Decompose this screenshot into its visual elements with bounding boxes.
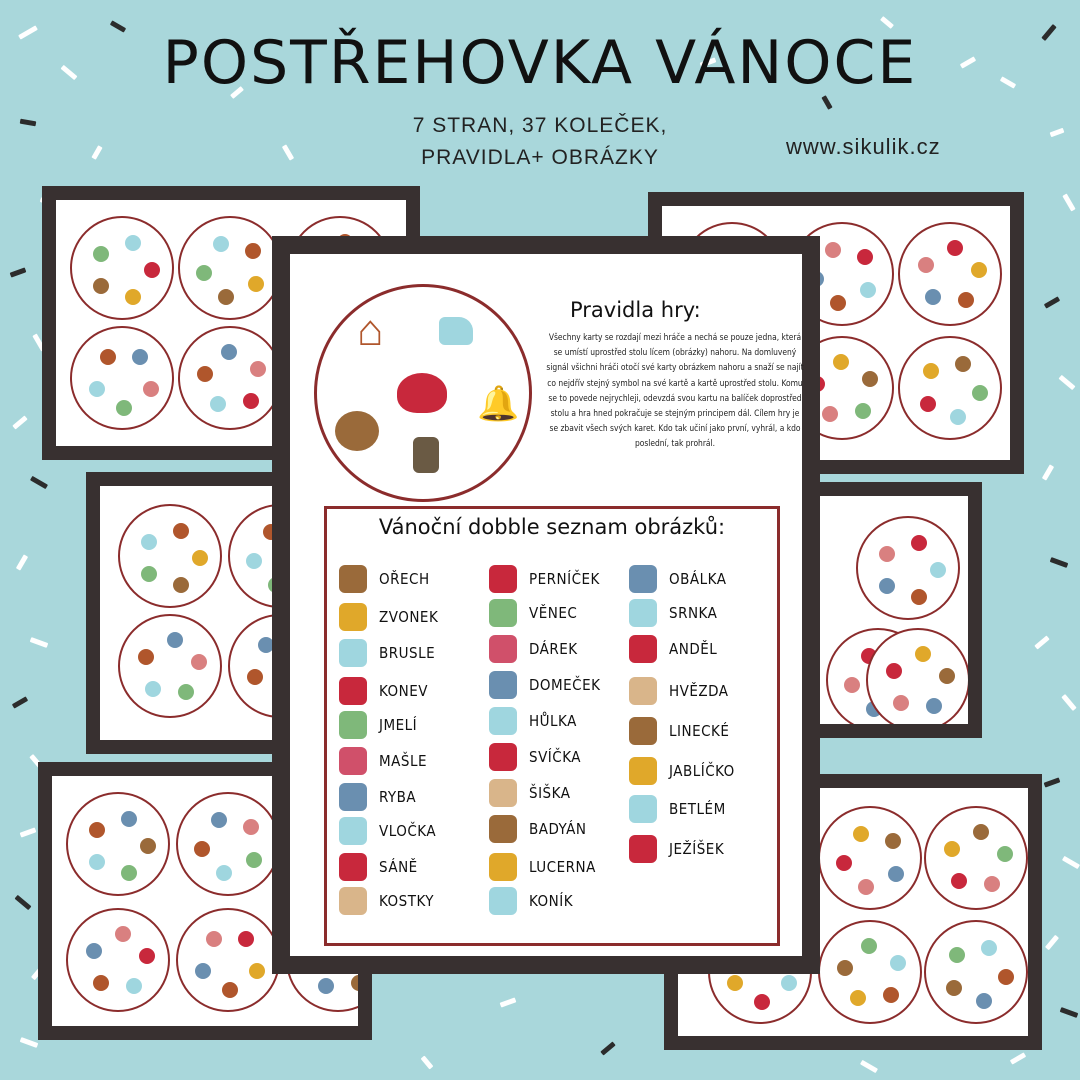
card-disc (178, 216, 282, 320)
picture-icon (489, 815, 517, 843)
picture-icon (339, 887, 367, 915)
card-symbol (855, 403, 871, 419)
picture-list-item (489, 565, 600, 593)
picture-label: BADYÁN (529, 820, 587, 838)
picture-label: ANDĚL (669, 640, 718, 658)
card-symbol (100, 349, 116, 365)
picture-list-item (629, 635, 717, 663)
card-symbol (145, 681, 161, 697)
card-disc (176, 792, 280, 896)
confetti-piece (1010, 1052, 1026, 1064)
card-symbol (246, 852, 262, 868)
card-symbol (213, 236, 229, 252)
card-symbol (911, 535, 927, 551)
card-symbol (115, 926, 131, 942)
picture-icon (339, 677, 367, 705)
picture-list-item (629, 677, 729, 705)
card-symbol (141, 534, 157, 550)
card-symbol (89, 854, 105, 870)
picture-label: ŠIŠKA (529, 784, 571, 802)
card-disc (178, 326, 282, 430)
picture-label: MAŠLE (379, 752, 427, 770)
subtitle (340, 110, 740, 174)
picture-icon (629, 757, 657, 785)
picture-list-item (629, 599, 717, 627)
picture-icon (629, 599, 657, 627)
card-symbol (883, 987, 899, 1003)
picture-icon (339, 783, 367, 811)
card-disc (898, 336, 1002, 440)
card-symbol (243, 819, 259, 835)
card-symbol (210, 396, 226, 412)
card-symbol (915, 646, 931, 662)
picture-icon (489, 743, 517, 771)
sample-card-disc (314, 284, 532, 502)
card-symbol (121, 865, 137, 881)
card-symbol (143, 381, 159, 397)
card-symbol (243, 393, 259, 409)
card-symbol (173, 577, 189, 593)
card-symbol (86, 943, 102, 959)
card-symbol (89, 381, 105, 397)
picture-label: HŮLKA (529, 712, 577, 730)
subtitle-line-1: 7 STRAN, 37 KOLEČEK, (412, 114, 668, 137)
card-symbol (972, 385, 988, 401)
card-symbol (144, 262, 160, 278)
card-disc (818, 920, 922, 1024)
card-symbol (976, 993, 992, 1009)
picture-icon (629, 677, 657, 705)
card-symbol (853, 826, 869, 842)
rules-text: Všechny karty se rozdají mezi hráče a nechá se pouze jedna, která se umístí uprostřed stolu lícem (obrázky) nahoru. Na domluvený signál všichni hráči otočí své karty obrázkem nahoru a snaží se najít co nejdřív stejný symbol na své kartě a kartě uprostřed stolu. Komu se to povede nejrychleji, odevzdá svou kartu na balíček doprostřed stolu a hra hned pokračuje se stejným principem dál. Cílem hry je se zbavit všech svých karet. Kdo tak učiní jako první, vyhrál, a kdo poslední, tak prohrál. (546, 332, 804, 449)
card-symbol (727, 975, 743, 991)
picture-label: JABLÍČKO (669, 762, 735, 780)
picture-list-item (629, 835, 724, 863)
card-sheet-left-2 (86, 472, 292, 754)
picture-label: KONEV (379, 682, 428, 700)
picture-icon (629, 835, 657, 863)
picture-list-item (629, 717, 729, 745)
card-symbol (930, 562, 946, 578)
page-title: POSTŘEHOVKA VÁNOCE (162, 28, 918, 98)
card-symbol (925, 289, 941, 305)
card-symbol (167, 632, 183, 648)
card-symbol (139, 948, 155, 964)
picture-list-item (489, 635, 578, 663)
card-symbol (858, 879, 874, 895)
picture-label: HVĚZDA (669, 682, 729, 700)
picture-label: OŘECH (379, 570, 430, 588)
picture-list-item (339, 565, 430, 593)
card-symbol (245, 243, 261, 259)
confetti-piece (1042, 464, 1054, 480)
card-symbol (893, 695, 909, 711)
card-symbol (971, 262, 987, 278)
picture-label: KOSTKY (379, 892, 435, 910)
card-symbol (216, 865, 232, 881)
picture-icon (339, 817, 367, 845)
card-symbol (250, 361, 266, 377)
card-symbol (890, 955, 906, 971)
picture-icon (489, 565, 517, 593)
card-symbol (879, 578, 895, 594)
card-symbol (351, 975, 358, 991)
rules-title: Pravidla hry: (570, 298, 701, 322)
picture-label: OBÁLKA (669, 570, 727, 588)
card-symbol (885, 833, 901, 849)
confetti-piece (1062, 193, 1075, 211)
card-disc (176, 908, 280, 1012)
picture-label: SRNKA (669, 604, 718, 622)
card-symbol (861, 938, 877, 954)
confetti-piece (1034, 635, 1049, 649)
card-disc (898, 222, 1002, 326)
card-symbol (140, 838, 156, 854)
confetti-piece (30, 637, 49, 648)
confetti-piece (421, 1056, 434, 1070)
confetti-piece (16, 554, 28, 570)
card-symbol (857, 249, 873, 265)
card-symbol (173, 523, 189, 539)
website-url: www.sikulik.cz (786, 134, 941, 159)
confetti-piece (1044, 296, 1060, 308)
card-symbol (138, 649, 154, 665)
card-disc (66, 908, 170, 1012)
picture-icon (489, 707, 517, 735)
picture-icon (339, 747, 367, 775)
card-disc (118, 614, 222, 718)
picture-label: LINECKÉ (669, 722, 730, 740)
picture-list-item (339, 747, 427, 775)
picture-icon (629, 795, 657, 823)
card-symbol (238, 931, 254, 947)
picture-list-item (629, 565, 726, 593)
confetti-piece (1045, 935, 1059, 950)
card-symbol (822, 406, 838, 422)
picture-icon (339, 603, 367, 631)
confetti-piece (860, 1060, 878, 1073)
card-symbol (923, 363, 939, 379)
card-symbol (754, 994, 770, 1010)
card-disc (228, 504, 278, 608)
picture-list-item (339, 639, 435, 667)
confetti-piece (12, 415, 27, 429)
card-symbol (247, 669, 263, 685)
picture-icon (489, 887, 517, 915)
card-symbol (125, 289, 141, 305)
picture-label: JMELÍ (379, 716, 418, 734)
rules-paper (290, 254, 802, 956)
card-symbol (197, 366, 213, 382)
card-symbol (860, 282, 876, 298)
confetti-piece (30, 476, 48, 489)
confetti-piece (1050, 128, 1065, 137)
card-symbol (946, 980, 962, 996)
picture-list-item (489, 671, 600, 699)
card-symbol (125, 235, 141, 251)
confetti-piece (1050, 557, 1069, 568)
confetti-piece (600, 1041, 615, 1055)
confetti-piece (20, 827, 37, 837)
picture-icon (629, 717, 657, 745)
card-disc (70, 326, 174, 430)
picture-list-item (339, 853, 418, 881)
picture-icon (629, 565, 657, 593)
confetti-piece (10, 267, 27, 277)
card-symbol (862, 371, 878, 387)
card-symbol (998, 969, 1014, 985)
bell-icon: 🔔 (477, 385, 520, 423)
picture-list-item (629, 795, 726, 823)
card-symbol (194, 841, 210, 857)
picture-list-item (489, 853, 596, 881)
card-symbol (984, 876, 1000, 892)
card-disc (856, 516, 960, 620)
card-symbol (218, 289, 234, 305)
picture-list-item (489, 743, 581, 771)
picture-icon (489, 853, 517, 881)
card-symbol (191, 654, 207, 670)
card-disc (866, 628, 968, 724)
card-symbol (939, 668, 955, 684)
picture-list-item (339, 887, 434, 915)
picture-icon (339, 639, 367, 667)
card-symbol (836, 855, 852, 871)
picture-label: DOMEČEK (529, 676, 601, 694)
card-symbol (126, 978, 142, 994)
picture-label: VLOČKA (379, 822, 437, 840)
card-symbol (211, 812, 227, 828)
confetti-piece (282, 144, 294, 160)
picture-icon (339, 565, 367, 593)
picture-list-item (489, 815, 586, 843)
card-symbol (973, 824, 989, 840)
card-symbol (886, 663, 902, 679)
confetti-piece (1058, 375, 1075, 390)
card-symbol (997, 846, 1013, 862)
picture-label: SVÍČKA (529, 748, 582, 766)
picture-list-item (489, 599, 577, 627)
card-symbol (192, 550, 208, 566)
card-symbol (93, 278, 109, 294)
confetti-piece (14, 895, 31, 910)
picture-list-item (629, 757, 735, 785)
subtitle-line-2: PRAVIDLA+ OBRÁZKY (421, 146, 659, 169)
picture-icon (489, 671, 517, 699)
confetti-piece (880, 16, 894, 29)
skate-icon (439, 317, 473, 345)
card-symbol (825, 242, 841, 258)
picture-label: DÁREK (529, 640, 578, 658)
card-disc (818, 806, 922, 910)
card-symbol (178, 684, 194, 700)
picture-label: VĚNEC (529, 604, 578, 622)
picture-label: LUCERNA (529, 858, 596, 876)
card-symbol (781, 975, 797, 991)
card-symbol (206, 931, 222, 947)
card-symbol (837, 960, 853, 976)
card-symbol (950, 409, 966, 425)
card-symbol (951, 873, 967, 889)
card-disc (924, 806, 1028, 910)
card-symbol (949, 947, 965, 963)
card-symbol (93, 246, 109, 262)
picture-icon (339, 711, 367, 739)
card-symbol (955, 356, 971, 372)
picture-list-item (339, 711, 417, 739)
confetti-piece (20, 1037, 39, 1048)
picture-icon (489, 599, 517, 627)
picture-label: JEŽÍŠEK (669, 840, 725, 858)
card-symbol (888, 866, 904, 882)
picture-label: ZVONEK (379, 608, 439, 626)
card-symbol (89, 822, 105, 838)
card-symbol (920, 396, 936, 412)
card-symbol (93, 975, 109, 991)
picture-icon (339, 853, 367, 881)
picture-list-item (339, 603, 438, 631)
card-sheet-right-2 (802, 482, 982, 738)
picture-icon (629, 635, 657, 663)
card-symbol (221, 344, 237, 360)
confetti-piece (1044, 777, 1061, 787)
picture-list-item (489, 707, 577, 735)
picture-list-item (339, 817, 436, 845)
card-symbol (911, 589, 927, 605)
confetti-piece (91, 145, 102, 160)
walnut-icon (335, 411, 379, 451)
card-symbol (918, 257, 934, 273)
picture-list-item (339, 677, 428, 705)
card-symbol (249, 963, 265, 979)
card-symbol (844, 677, 860, 693)
picture-list-title: Vánoční dobble seznam obrázků: (378, 515, 726, 539)
card-symbol (195, 963, 211, 979)
card-symbol (958, 292, 974, 308)
card-symbol (246, 553, 262, 569)
card-symbol (981, 940, 997, 956)
card-symbol (926, 698, 942, 714)
card-symbol (947, 240, 963, 256)
rules-sheet (272, 236, 820, 974)
picture-list-item (489, 779, 570, 807)
card-disc (228, 614, 278, 718)
picture-label: KONÍK (529, 892, 574, 910)
picture-label: RYBA (379, 788, 417, 806)
card-symbol (121, 811, 137, 827)
card-symbol (132, 349, 148, 365)
card-symbol (318, 978, 334, 994)
card-disc (66, 792, 170, 896)
card-disc (70, 216, 174, 320)
picture-label: BRUSLE (379, 644, 436, 662)
confetti-piece (1062, 856, 1080, 869)
confetti-piece (500, 997, 517, 1007)
card-disc (924, 920, 1028, 1024)
card-symbol (248, 276, 264, 292)
card-symbol (944, 841, 960, 857)
picture-list-box (324, 506, 780, 946)
card-symbol (830, 295, 846, 311)
gingerbread-house-icon: ⌂ (357, 306, 384, 355)
picture-label: PERNÍČEK (529, 570, 600, 588)
confetti-piece (20, 119, 37, 127)
picture-label: BETLÉM (669, 800, 726, 818)
confetti-piece (1061, 694, 1076, 711)
card-symbol (850, 990, 866, 1006)
picture-list-item (339, 783, 416, 811)
card-symbol (116, 400, 132, 416)
confetti-piece (1060, 1007, 1079, 1018)
card-symbol (196, 265, 212, 281)
card-disc (118, 504, 222, 608)
confetti-piece (12, 696, 28, 708)
lantern-icon (413, 437, 439, 473)
picture-icon (489, 635, 517, 663)
picture-label: SÁNĚ (379, 858, 418, 876)
card-symbol (833, 354, 849, 370)
card-symbol (222, 982, 238, 998)
card-symbol (141, 566, 157, 582)
picture-icon (489, 779, 517, 807)
picture-list-item (489, 887, 573, 915)
teapot-icon (397, 373, 447, 413)
card-symbol (879, 546, 895, 562)
